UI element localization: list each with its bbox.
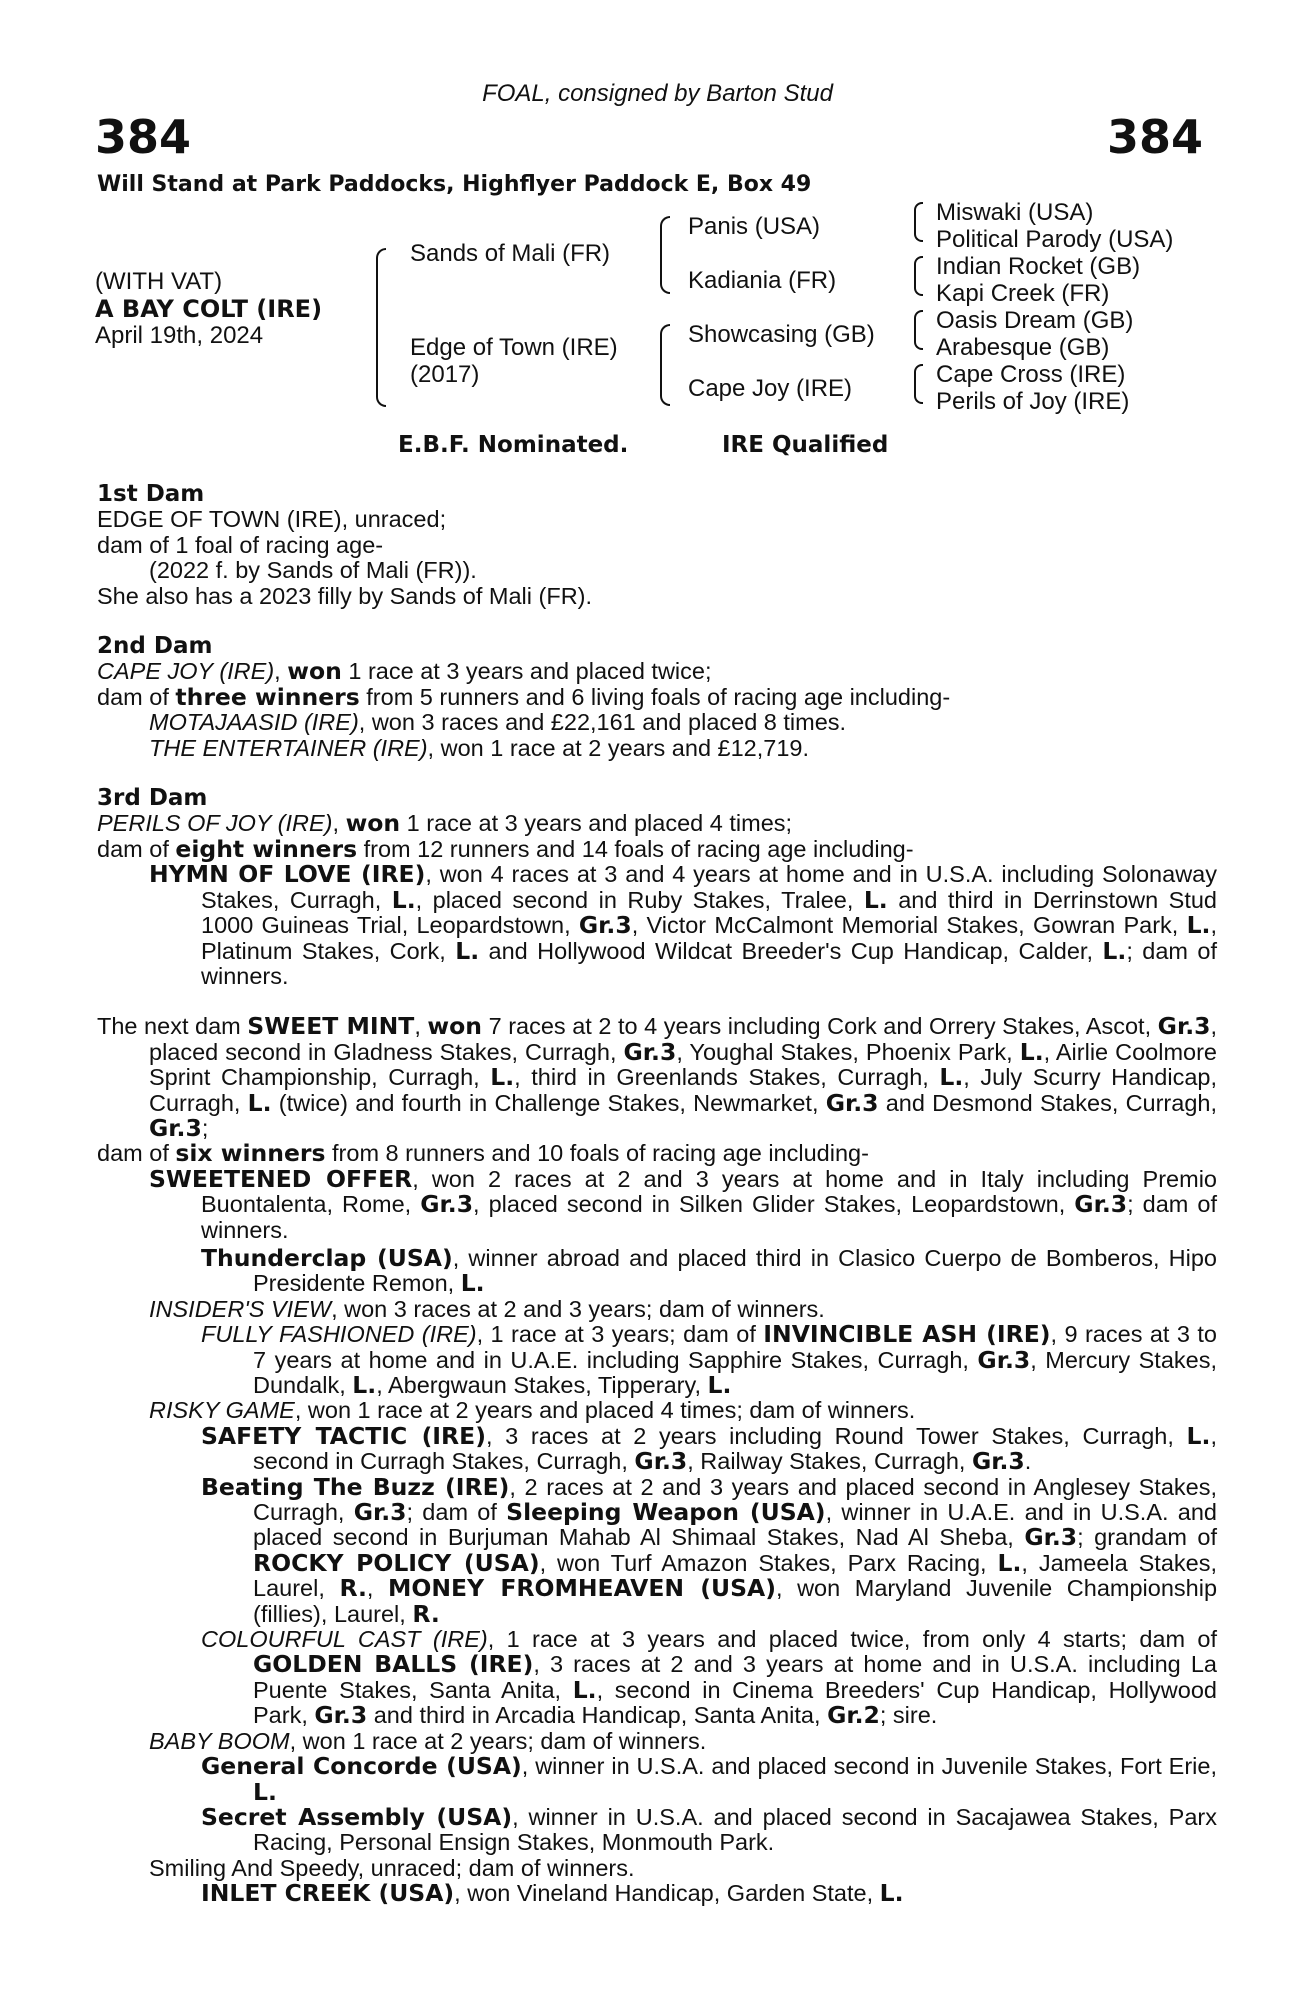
pedigree-dam-sire: Showcasing (GB)	[688, 321, 875, 348]
pedigree-dam-year: (2017)	[410, 361, 480, 388]
foaling-date: April 19th, 2024	[95, 322, 264, 349]
pedigree-sire-sire: Panis (USA)	[688, 213, 821, 240]
pedigree-g3-2: Political Parody (USA)	[936, 226, 1174, 253]
second-dam-heading: 2nd Dam	[97, 633, 213, 660]
pedigree-sire: Sands of Mali (FR)	[410, 240, 611, 267]
third-dam-heading: 3rd Dam	[97, 785, 208, 812]
catalogue-body	[97, 482, 1217, 1907]
second-dam-line: CAPE JOY (IRE), won 1 race at 3 years and placed twice;	[97, 657, 712, 686]
entry-smiling-and-speedy: Smiling And Speedy, unraced; dam of winners.	[149, 1854, 635, 1881]
third-dam-line: PERILS OF JOY (IRE), won 1 race at 3 years and placed 4 times;	[97, 809, 793, 838]
entry-insiders-view: INSIDER'S VIEW, won 3 races at 2 and 3 years; dam of winners.	[149, 1295, 825, 1322]
stand-location: Will Stand at Park Paddocks, Highflyer Paddock E, Box 49	[97, 172, 812, 197]
first-dam-progeny: (2022 f. by Sands of Mali (FR)).	[149, 557, 477, 584]
ire-qualified: IRE Qualified	[722, 432, 889, 458]
pedigree-brace-7	[914, 364, 923, 404]
pedigree-sire-dam: Kadiania (FR)	[688, 267, 837, 294]
consignor-subtitle: FOAL, consigned by Barton Stud	[482, 80, 833, 107]
pedigree-g3-6: Arabesque (GB)	[936, 334, 1110, 361]
entry-general-concorde: General Concorde (USA), winner in U.S.A. and placed second in Juvenile Stakes, Fort Erie, L.	[201, 1752, 1217, 1806]
pedigree-brace-6	[914, 310, 923, 350]
second-dam-produce: dam of three winners from 5 runners and 6 living foals of racing age including-	[97, 682, 951, 711]
entry-fully-fashioned: FULLY FASHIONED (IRE), 1 race at 3 years; dam of INVINCIBLE ASH (IRE), 9 races at 3 to 7 years at home and in U.A.E. including Sapphire Stakes, Curragh, Gr.3, Mercury Stakes, Dundalk, L., Abergwaun Stakes, Tipperary, L.	[201, 1320, 1217, 1399]
vat-label: (WITH VAT)	[95, 268, 223, 295]
pedigree-brace-2	[660, 216, 670, 294]
pedigree-g3-8: Perils of Joy (IRE)	[936, 388, 1130, 415]
horse-name: A BAY COLT (IRE)	[95, 295, 323, 323]
pedigree-brace-5	[914, 256, 923, 296]
entry-colourful-cast: COLOURFUL CAST (IRE), 1 race at 3 years and placed twice, from only 4 starts; dam of GOLDEN BALLS (IRE), 3 races at 2 and 3 years at home and in U.S.A. including La Puente Stakes, Santa Anita, L., second in Cinema Breeders' Cup Handicap, Hollywood Park, Gr.3 and third in Arcadia Handicap, Santa Anita, Gr.2; sire.	[201, 1626, 1217, 1730]
pedigree-brace-1	[376, 248, 386, 407]
second-dam-progeny-2: THE ENTERTAINER (IRE), won 1 race at 2 years and £12,719.	[149, 734, 810, 761]
pedigree-g3-5: Oasis Dream (GB)	[936, 307, 1134, 334]
third-dam-produce: dam of eight winners from 12 runners and 14 foals of racing age including-	[97, 834, 914, 863]
entry-risky-game: RISKY GAME, won 1 race at 2 years and placed 4 times; dam of winners.	[149, 1397, 916, 1424]
entry-inlet-creek: INLET CREEK (USA), won Vineland Handicap, Garden State, L.	[201, 1879, 904, 1908]
pedigree-brace-3	[660, 324, 670, 406]
second-dam-progeny-1: MOTAJAASID (IRE), won 3 races and £22,161 and placed 8 times.	[149, 709, 847, 736]
pedigree-dam-dam: Cape Joy (IRE)	[688, 375, 853, 402]
pedigree-g3-1: Miswaki (USA)	[936, 199, 1094, 226]
first-dam-foals: dam of 1 foal of racing age-	[97, 531, 384, 558]
lot-number-left: 384	[95, 110, 192, 164]
first-dam-heading: 1st Dam	[97, 481, 205, 507]
next-dam-paragraph: The next dam SWEET MINT, won 7 races at 2 to 4 years including Cork and Orrery Stakes, Ascot, Gr.3, placed second in Gladness Stakes, Curragh, Gr.3, Youghal Stakes, Phoenix Park, L., Airlie Coolmore Sprint Championship, Curragh, L., third in Greenlands Stakes, Curragh, L., July Scurry Handicap, Curragh, L. (twice) and fourth in Challenge Stakes, Newmarket, Gr.3 and Desmond Stakes, Curragh, Gr.3;	[97, 1012, 1218, 1142]
pedigree-g3-4: Kapi Creek (FR)	[936, 280, 1110, 307]
ebf-nominated: E.B.F. Nominated.	[398, 432, 629, 458]
entry-thunderclap: Thunderclap (USA), winner abroad and placed third in Clasico Cuerpo de Bomberos, Hipo Presidente Remon, L.	[201, 1243, 1217, 1298]
next-dam-produce: dam of six winners from 8 runners and 10 foals of racing age including-	[97, 1139, 869, 1168]
pedigree-g3-3: Indian Rocket (GB)	[936, 253, 1141, 280]
pedigree-dam: Edge of Town (IRE)	[410, 334, 618, 361]
entry-beating-the-buzz: Beating The Buzz (IRE), 2 races at 2 and 3 years and placed second in Anglesey Stakes, Curragh, Gr.3; dam of Sleeping Weapon (USA), winner in U.A.E. and in U.S.A. and placed second in Burjuman Mahab Al Shimaal Stakes, Nad Al Sheba, Gr.3; grandam of ROCKY POLICY (USA), won Turf Amazon Stakes, Parx Racing, L., Jameela Stakes, Laurel, R., MONEY FROMHEAVEN (USA), won Maryland Juvenile Championship (fillies), Laurel, R.	[201, 1472, 1218, 1628]
pedigree-g3-7: Cape Cross (IRE)	[936, 361, 1126, 388]
entry-baby-boom: BABY BOOM, won 1 race at 2 years; dam of winners.	[149, 1727, 707, 1754]
entry-sweetened-offer: SWEETENED OFFER, won 2 races at 2 and 3 years at home and in Italy including Premio Buontalenta, Rome, Gr.3, placed second in Silken Glider Stakes, Leopardstown, Gr.3; dam of winners.	[149, 1164, 1217, 1243]
entry-secret-assembly: Secret Assembly (USA), winner in U.S.A. and placed second in Sacajawea Stakes, Parx Racing, Personal Ensign Stakes, Monmouth Park.	[201, 1802, 1217, 1856]
pedigree-brace-4	[914, 202, 923, 242]
first-dam-line: EDGE OF TOWN (IRE), unraced;	[97, 506, 447, 533]
first-dam-note: She also has a 2023 filly by Sands of Mali (FR).	[97, 582, 593, 609]
third-dam-progeny-1: HYMN OF LOVE (IRE), won 4 races at 3 and 4 years at home and in U.S.A. including Solonaway Stakes, Curragh, L., placed second in Ruby Stakes, Tralee, L. and third in Derrinstown Stud 1000 Guineas Trial, Leopardstown, Gr.3, Victor McCalmont Memorial Stakes, Gowran Park, L., Platinum Stakes, Cork, L. and Hollywood Wildcat Breeder's Cup Handicap, Calder, L.; dam of winners.	[149, 860, 1218, 989]
entry-safety-tactic: SAFETY TACTIC (IRE), 3 races at 2 years including Round Tower Stakes, Curragh, L., second in Curragh Stakes, Curragh, Gr.3, Railway Stakes, Curragh, Gr.3.	[201, 1421, 1217, 1476]
lot-number-right: 384	[1106, 110, 1203, 164]
